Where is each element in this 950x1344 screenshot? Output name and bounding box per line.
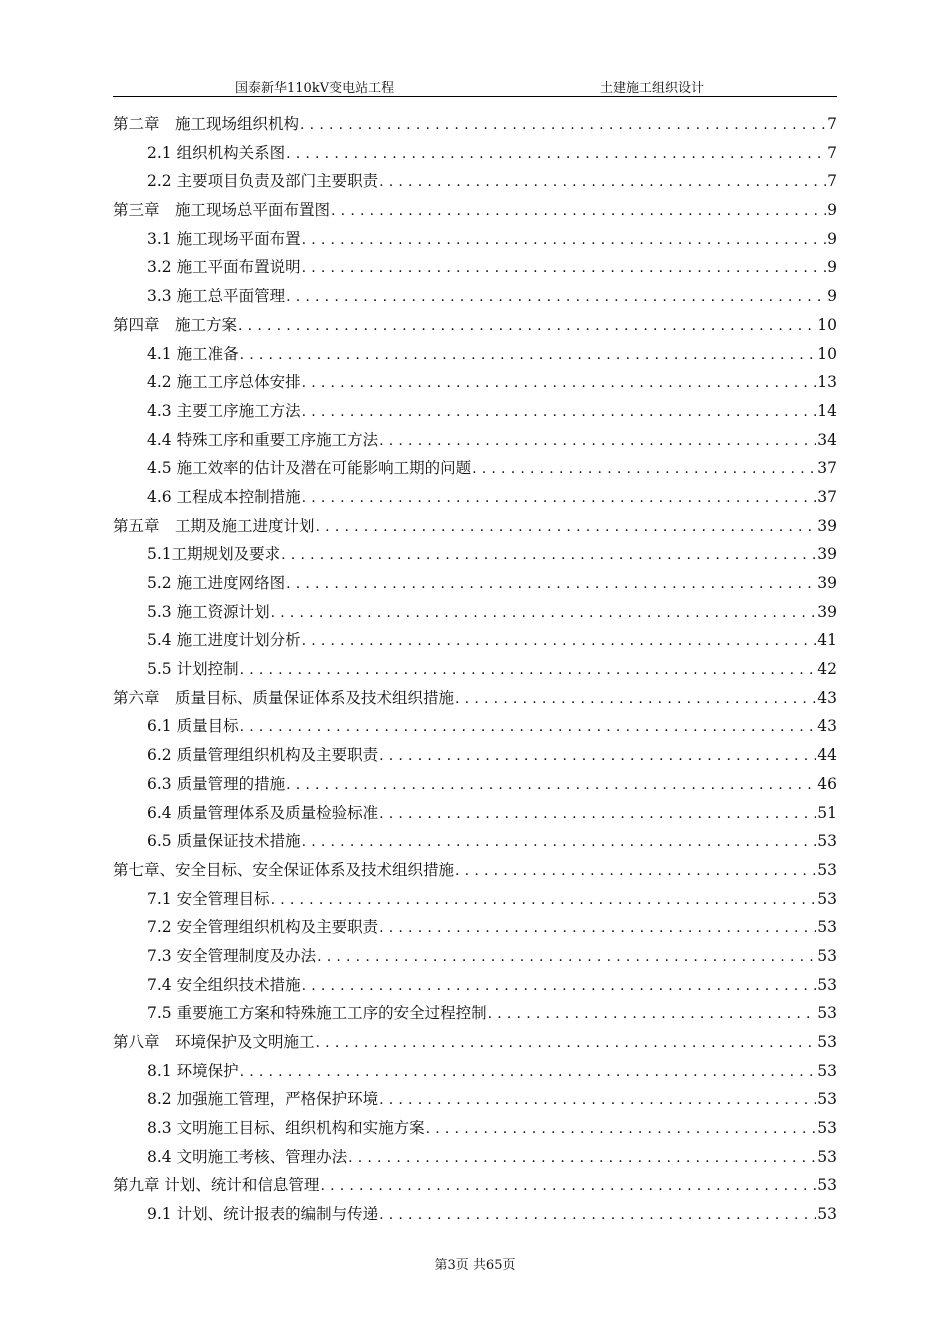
toc-section-entry[interactable] [113,253,837,282]
toc-dot-leader [379,800,816,829]
toc-chapter-entry[interactable] [113,684,837,713]
toc-section-entry[interactable] [113,770,837,799]
toc-section-entry[interactable] [113,483,837,512]
toc-entry-page-number: 53 [817,1061,837,1080]
toc-section-entry[interactable] [113,827,837,856]
toc-entry-page-number: 53 [817,1147,837,1166]
toc-entry-title: 7.1 安全管理目标 [147,889,270,908]
toc-entry-page-number: 9 [827,258,837,277]
toc-section-entry[interactable] [113,426,837,455]
toc-entry-page-number: 13 [817,373,837,392]
toc-chapter-entry[interactable] [113,196,837,225]
toc-entry-title: 6.5 质量保证技术措施 [147,832,301,851]
toc-chapter-entry[interactable] [113,1171,837,1200]
toc-entry-page-number: 51 [817,803,837,822]
toc-dot-leader [379,1086,816,1115]
toc-section-entry[interactable] [113,999,837,1028]
toc-entry-title: 4.4 特殊工序和重要工序施工方法 [147,430,379,449]
toc-dot-leader [348,1144,816,1173]
toc-entry-title: 8.3 文明施工目标、组织机构和实施方案 [147,1119,425,1138]
toc-dot-leader [300,111,826,140]
toc-entry-page-number: 53 [817,946,837,965]
toc-dot-leader [302,398,817,427]
toc-entry-page-number: 14 [817,401,837,420]
toc-entry-page-number: 42 [817,660,837,679]
toc-entry-page-number: 7 [827,143,837,162]
toc-dot-leader [379,914,816,943]
toc-section-entry[interactable] [113,1143,837,1172]
toc-dot-leader [426,1115,817,1144]
toc-entry-title: 第八章 环境保护及文明施工 [113,1033,315,1051]
toc-entry-title: 5.3 施工资源计划 [147,602,270,621]
toc-entry-page-number: 53 [817,860,837,879]
toc-section-entry[interactable] [113,626,837,655]
toc-entry-page-number: 41 [817,631,837,650]
toc-dot-leader [271,599,817,628]
toc-entry-page-number: 9 [827,229,837,248]
toc-entry-page-number: 7 [827,172,837,191]
toc-dot-leader [455,857,816,886]
toc-dot-leader [238,312,816,341]
toc-chapter-entry[interactable] [113,311,837,340]
toc-section-entry[interactable] [113,971,837,1000]
toc-entry-page-number: 10 [817,344,837,363]
toc-dot-leader [472,455,816,484]
toc-entry-title: 6.2 质量管理组织机构及主要职责 [147,746,379,765]
toc-entry-title: 第四章 施工方案 [113,315,238,334]
toc-entry-title: 2.2 主要项目负责及部门主要职责 [147,172,379,191]
toc-entry-page-number: 46 [817,774,837,793]
toc-entry-page-number: 9 [827,201,837,220]
toc-entry-page-number: 37 [817,487,837,506]
page-header [113,76,837,97]
toc-entry-page-number: 10 [817,315,837,334]
toc-entry-page-number: 53 [817,889,837,908]
toc-section-entry[interactable] [113,167,837,196]
toc-entry-title: 第五章 工期及施工进度计划 [113,516,315,535]
toc-dot-leader [281,541,816,570]
toc-section-entry[interactable] [113,942,837,971]
toc-dot-leader [316,1029,817,1058]
toc-entry-title: 第二章 施工现场组织机构 [113,115,300,133]
toc-entry-page-number: 53 [817,1176,837,1195]
toc-section-entry[interactable] [113,1114,837,1143]
toc-chapter-entry[interactable] [113,1028,837,1057]
toc-dot-leader [286,140,826,169]
toc-entry-page-number: 37 [817,459,837,478]
toc-entry-title: 7.3 安全管理制度及办法 [147,946,317,965]
toc-chapter-entry[interactable] [113,110,837,139]
toc-entry-title: 6.4 质量管理体系及质量检验标准 [147,803,379,822]
toc-chapter-entry[interactable] [113,856,837,885]
toc-entry-title: 8.1 环境保护 [147,1061,239,1080]
toc-dot-leader [286,570,816,599]
toc-dot-leader [488,1000,817,1029]
toc-entry-page-number: 53 [817,975,837,994]
toc-entry-title: 8.4 文明施工考核、管理办法 [147,1147,348,1166]
toc-entry-title: 5.4 施工进度计划分析 [147,631,301,650]
toc-entry-title: 4.6 工程成本控制措施 [147,487,301,506]
toc-entry-page-number: 44 [817,746,837,765]
table-of-contents [113,110,837,1229]
toc-dot-leader [316,513,817,542]
toc-entry-page-number: 9 [827,287,837,306]
toc-entry-page-number: 34 [817,430,837,449]
toc-entry-page-number: 53 [817,1090,837,1109]
toc-entry-page-number: 7 [827,115,837,133]
toc-entry-title: 6.3 质量管理的措施 [147,774,286,793]
toc-entry-title: 7.5 重要施工方案和特殊施工工序的安全过程控制 [147,1004,487,1023]
toc-entry-title: 2.1 组织机构关系图 [147,143,286,162]
toc-entry-page-number: 53 [817,918,837,937]
toc-entry-title: 3.3 施工总平面管理 [147,287,286,306]
toc-section-entry[interactable] [113,885,837,914]
toc-entry-title: 4.5 施工效率的估计及潜在可能影响工期的问题 [147,459,472,478]
toc-entry-title: 4.3 主要工序施工方法 [147,401,301,420]
toc-dot-leader [379,1201,816,1230]
toc-entry-title: 第三章 施工现场总平面布置图 [113,201,331,220]
toc-dot-leader [302,627,817,656]
toc-dot-leader [271,886,817,915]
toc-entry-title: 第六章 质量目标、质量保证体系及技术组织措施 [113,688,455,707]
toc-entry-page-number: 39 [817,602,837,621]
header-document-title: 土建施工组织设计 [600,81,705,96]
toc-entry-page-number: 39 [817,574,837,592]
toc-entry-title: 3.2 施工平面布置说明 [147,258,301,277]
toc-section-entry[interactable] [113,139,837,168]
toc-section-entry[interactable] [113,1200,837,1229]
toc-dot-leader [286,283,826,312]
toc-entry-title: 3.1 施工现场平面布置 [147,229,301,248]
toc-dot-leader [320,1172,816,1201]
toc-dot-leader [317,943,816,972]
toc-section-entry[interactable] [113,282,837,311]
toc-entry-title: 5.2 施工进度网络图 [147,574,286,592]
toc-entry-page-number: 43 [817,688,837,707]
toc-section-entry[interactable] [113,1057,837,1086]
toc-entry-title: 5.5 计划控制 [147,660,239,679]
toc-entry-page-number: 53 [817,1119,837,1138]
toc-entry-title: 4.2 施工工序总体安排 [147,373,301,392]
toc-entry-page-number: 53 [817,1205,837,1224]
toc-dot-leader [302,226,827,255]
toc-dot-leader [240,1058,817,1087]
toc-entry-title: 7.4 安全组织技术措施 [147,975,301,994]
toc-entry-title: 6.1 质量目标 [147,717,239,736]
toc-dot-leader [379,168,826,197]
toc-entry-page-number: 39 [817,516,837,535]
toc-section-entry[interactable] [113,368,837,397]
toc-section-entry[interactable] [113,454,837,483]
toc-dot-leader [331,197,826,226]
toc-section-entry[interactable] [113,913,837,942]
toc-section-entry[interactable] [113,655,837,684]
toc-entry-page-number: 43 [817,717,837,736]
toc-section-entry[interactable] [113,712,837,741]
toc-section-entry[interactable] [113,1085,837,1114]
toc-section-entry[interactable] [113,540,837,569]
toc-section-entry[interactable] [113,397,837,426]
toc-dot-leader [302,254,827,283]
toc-dot-leader [240,713,817,742]
toc-entry-title: 8.2 加强施工管理，严格保护环境 [147,1090,379,1109]
toc-dot-leader [379,427,816,456]
header-project-name: 国泰新华110kV变电站工程 [235,81,395,96]
toc-dot-leader [379,742,816,771]
toc-dot-leader [240,656,817,685]
toc-entry-title: 第七章、安全目标、安全保证体系及技术组织措施 [113,860,455,879]
page-footer: 第3页 共65页 [434,1258,516,1273]
toc-entry-page-number: 53 [817,1033,837,1051]
toc-entry-title: 5.1工期规划及要求 [147,545,281,564]
toc-section-entry[interactable] [113,569,837,598]
toc-entry-page-number: 53 [817,1004,837,1023]
toc-dot-leader [240,341,817,370]
toc-section-entry[interactable] [113,340,837,369]
toc-entry-page-number: 39 [817,545,837,564]
toc-dot-leader [302,828,817,857]
toc-section-entry[interactable] [113,799,837,828]
toc-dot-leader [286,771,816,800]
toc-chapter-entry[interactable] [113,512,837,541]
toc-section-entry[interactable] [113,225,837,254]
toc-dot-leader [455,685,816,714]
toc-dot-leader [302,972,817,1001]
toc-entry-title: 9.1 计划、统计报表的编制与传递 [147,1205,379,1224]
toc-entry-page-number: 53 [817,832,837,851]
toc-entry-title: 第九章 计划、统计和信息管理 [113,1176,320,1195]
toc-dot-leader [302,484,817,513]
toc-dot-leader [302,369,817,398]
toc-section-entry[interactable] [113,598,837,627]
toc-entry-title: 4.1 施工准备 [147,344,239,363]
toc-section-entry[interactable] [113,741,837,770]
toc-entry-title: 7.2 安全管理组织机构及主要职责 [147,918,379,937]
